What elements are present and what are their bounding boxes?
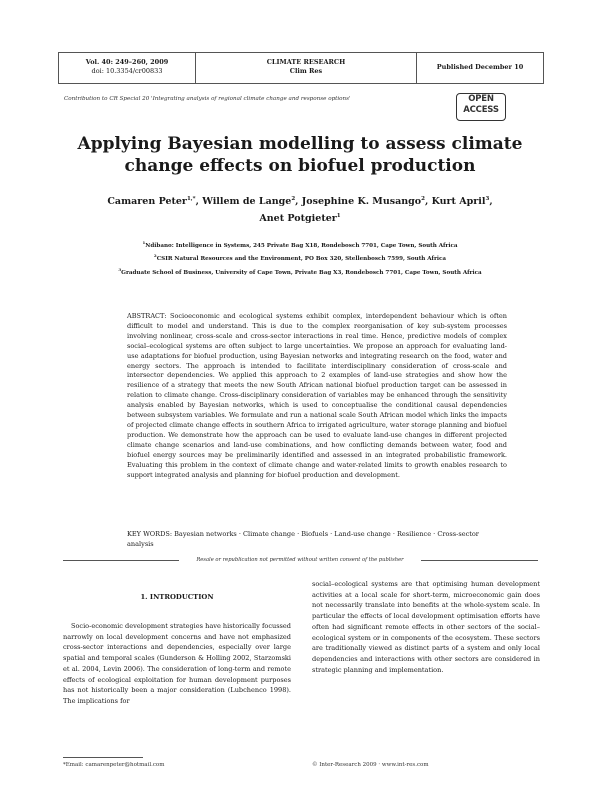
copyright-line: © Inter-Research 2009 · www.int-res.com [312, 762, 429, 768]
author-name: Josephine K. Musango [301, 196, 422, 208]
paragraph: Socio-economic development strategies have historically focussed narrowly on local development concerns and have not emphasized cross-sector interactions and dependencies, especially over large spatial and temporal scales (Gunderson & Holling 2002, Starzomski et al. 2004, Levin 2006). The consideration of long-term and remote effects of ecological exploitation for human development purposes has not historically been a major consideration (Lubchenco 1998). The implications for [63, 622, 291, 705]
journal-abbrev: Clim Res [289, 67, 323, 75]
open-access-line2: ACCESS [463, 105, 499, 115]
footnote-rule [63, 757, 143, 758]
intro-text-left-column [63, 621, 291, 707]
header-volume-cell [59, 53, 196, 83]
affiliation-line: $^1$Ndibano: Intelligence in Systems, 245 Private Bag X18, Rondebosch 7701, Cape Town, South Africa [142, 240, 458, 249]
affiliation-line: $^2$CSIR Natural Resources and the Environment, PO Box 320, Stellenbosch 7599, South Africa [153, 253, 447, 263]
journal-name: CLIMATE RESEARCH [266, 58, 346, 66]
author-affil-sup: 1 [336, 213, 341, 220]
header-journal-cell [196, 53, 417, 83]
title-line-1: Applying Bayesian modelling to assess climate [77, 134, 523, 154]
author-affil-sup: 2 [421, 196, 425, 202]
published-date: Published December 10 [436, 63, 524, 71]
author-affil-sup: 1,* [186, 196, 196, 202]
keywords: KEY WORDS: Bayesian networks · Climate change · Biofuels · Land-use change · Resilience · Cross-sector analysis [127, 530, 479, 548]
author-name: Kurt April [431, 196, 486, 208]
open-access-line1: OPEN [468, 94, 494, 104]
header-published-cell [417, 53, 543, 83]
open-access-logo [456, 93, 506, 121]
paper-title [60, 133, 540, 177]
doi-link[interactable]: doi: 10.3354/cr00833 [91, 67, 163, 75]
author-affil-sup: 3 [485, 196, 490, 202]
contribution-note: Contribution to CR Special 20 'Integrating analysis of regional climate change and response options' [64, 96, 351, 102]
author-affil-sup: 2 [291, 196, 296, 202]
author-list: Camaren Peter$^{1,*}$, Willem de Lange$^2$, Josephine K. Musango$^2$, Kurt April$^3$, Anet Potgieter$^1$ [107, 196, 493, 225]
republication-notice: Resale or republication not permitted without written consent of the publisher [196, 557, 404, 563]
section-heading-introduction: 1. INTRODUCTION [140, 593, 214, 601]
affiliation-line: $^3$Graduate School of Business, University of Cape Town, Private Bag X3, Rondebosch 7701, Cape Town, South Africa [118, 266, 482, 276]
paragraph: social–ecological systems are that optimising human development activities at a local scale for short-term, microeconomic gain does not necessarily translate into benefits at the whole-system scale. In particular the effects of local development optimisation efforts have often had significant remote effects in other sectors of the social–ecological system or in components of the ecosystem. These sectors are traditionally viewed as distinct parts of a system and only local dependencies and interactions with other sectors are considered in strategic planning and implementation. [312, 580, 540, 674]
author-name: Willem de Lange [202, 196, 292, 208]
author-name: Camaren Peter [107, 196, 187, 208]
corresponding-email[interactable]: *Email: camarenpeter@hotmail.com [63, 762, 165, 768]
affiliations [40, 238, 560, 278]
title-line-2: change effects on biofuel production [124, 156, 476, 176]
intro-text-right-column [312, 579, 540, 675]
journal-header [58, 52, 544, 84]
author-name: Anet Potgieter [259, 213, 337, 225]
volume-info: Vol. 40: 249–260, 2009 [85, 58, 169, 66]
abstract: ABSTRACT: Socioeconomic and ecological systems exhibit complex, interdependent behaviour which is often difficult to model and understand. This is due to the complex reorganisation of key sub-system processes involving nonlinear, cross-scale and cross-sector interactions in real time. Hence, predictive models of complex social–ecological systems are often subject to large uncertainties. We propose an approach for evaluating land-use adaptations for biofuel production, using Bayesian networks and integrating research on the food, water and energy sectors. The approach is intended to facilitate interdisciplinary consideration of cross-scale and intersector dependencies. We applied this approach to 2 examples of land-use strategies and show how the resilience of a strategy that meets the new South African national biofuel production target can be assessed in relation to climate change. Cross-disciplinary consideration of variables may be enhanced through the sensitivity analysis enabled by Bayesian networks, which is used to conceptualise the conditional causal dependencies between subsystem variables. We formulate and run a national scale South African model which links the impacts of projected climate change effects in southern Africa to irrigated agriculture, water storage planning and biofuel production. We demonstrate how the approach can be used to evaluate land-use changes in different projected climate change scenarios and land-use combinations, and how conflicting demands between water, food and biofuel energy sources may be preliminarily identified and assessed in an integrated probabilistic framework. Evaluating this problem in the context of climate change and water-related limits to growth enables research to support integrated analysis and planning for biofuel production and development. [127, 312, 507, 479]
